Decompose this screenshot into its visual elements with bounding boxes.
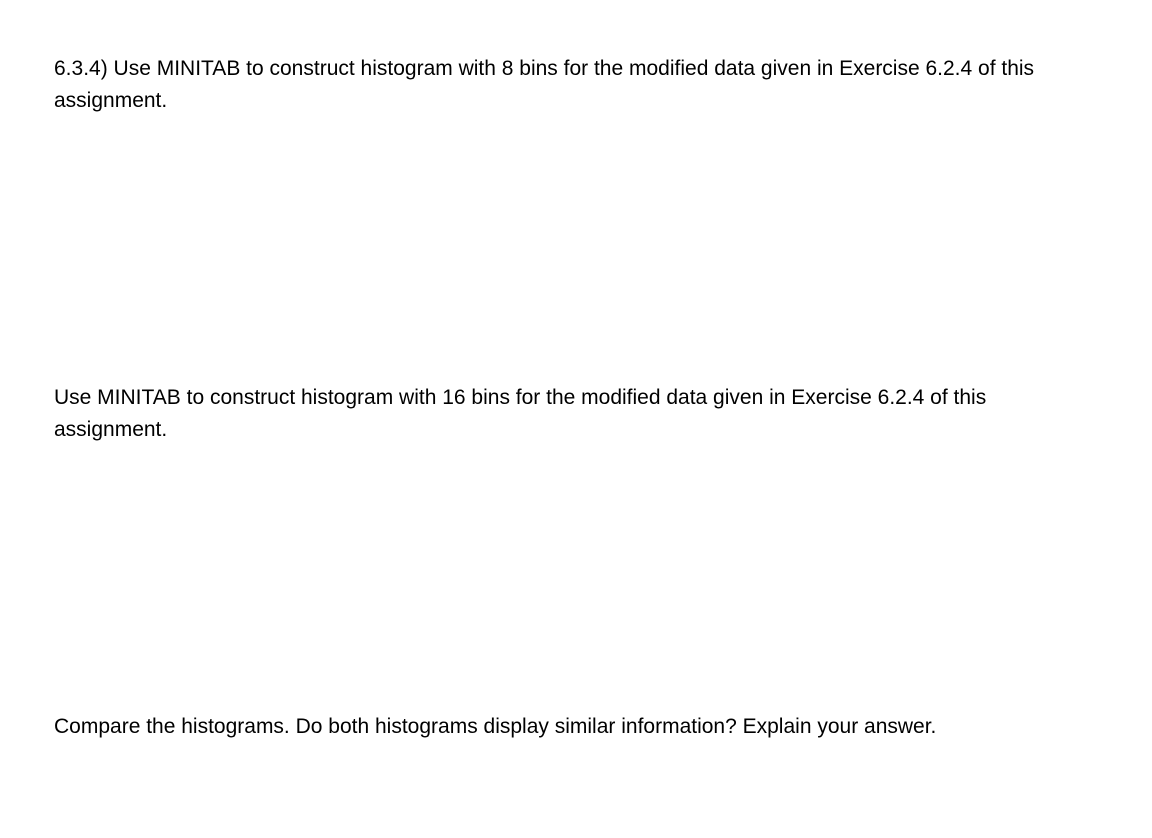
question-16-bins: Use MINITAB to construct histogram with 16 bins for the modified data given in Exercise 6.2.4 of this assignment. <box>54 386 987 441</box>
question-6-3-4-8-bins: 6.3.4) Use MINITAB to construct histogram with 8 bins for the modified data given in Exercise 6.2.4 of this assignment. <box>54 57 1035 112</box>
question-compare-histograms: Compare the histograms. Do both histograms display similar information? Explain your answer. <box>54 715 937 738</box>
